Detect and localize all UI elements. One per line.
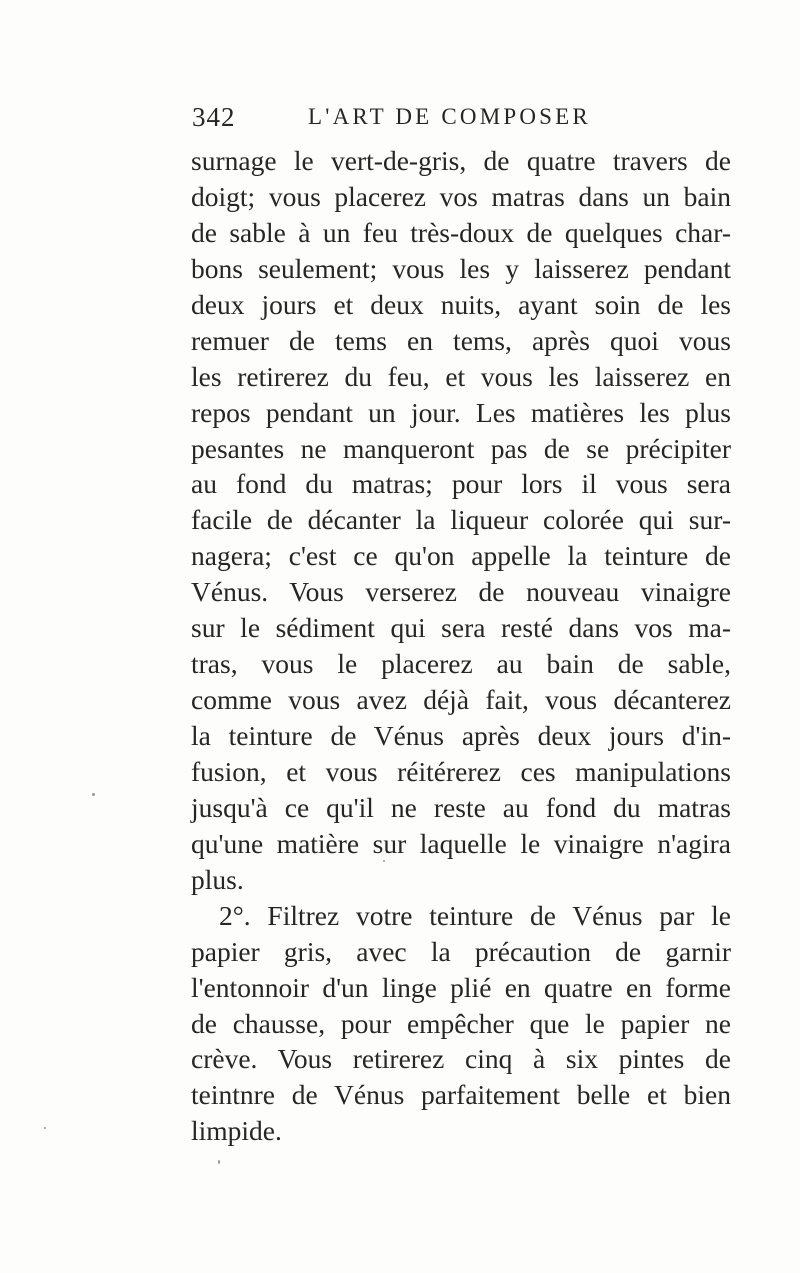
text-line: de chausse, pour empêcher que le papier ne xyxy=(191,1007,731,1039)
running-title: L'ART DE COMPOSER xyxy=(308,104,591,129)
text-line: repos pendant un jour. Les matières les plus xyxy=(191,396,731,428)
text-line: 2°. Filtrez votre teinture de Vénus par le xyxy=(219,899,731,931)
text-line: au fond du matras; pour lors il vous sera xyxy=(191,468,731,500)
text-line: Vénus. Vous verserez de nouveau vinaigre xyxy=(191,576,731,608)
text-line: papier gris, avec la précaution de garnir xyxy=(191,935,731,967)
page-number: 342 xyxy=(192,102,236,132)
text-line: l'entonnoir d'un linge plié en quatre en forme xyxy=(191,971,731,1003)
body-text xyxy=(191,143,731,1149)
text-line: nagera; c'est ce qu'on appelle la teinture de xyxy=(191,540,731,572)
text-line: la teinture de Vénus après deux jours d'in- xyxy=(191,720,731,751)
paper-speck xyxy=(44,1127,46,1129)
text-line: qu'une matière sur laquelle le vinaigre n'agira xyxy=(191,827,731,859)
text-line: pesantes ne manqueront pas de se précipiter xyxy=(191,432,731,464)
text-line: deux jours et deux nuits, ayant soin de les xyxy=(191,288,731,320)
text-line: teintnre de Vénus parfaitement belle et bien xyxy=(191,1079,731,1111)
text-line: remuer de tems en tems, après quoi vous xyxy=(191,324,731,356)
text-line: doigt; vous placerez vos matras dans un bain xyxy=(191,180,731,212)
text-line: sur le sédiment qui sera resté dans vos ma- xyxy=(191,612,731,644)
paper-speck xyxy=(92,793,95,796)
paper-speck xyxy=(218,1160,220,1164)
text-line: comme vous avez déjà fait, vous décanterez xyxy=(191,684,731,716)
text-line: bons seulement; vous les y laisserez pendant xyxy=(191,252,731,284)
text-line: crève. Vous retirerez cinq à six pintes de xyxy=(191,1043,731,1075)
text-line: plus. xyxy=(191,863,244,895)
text-line: facile de décanter la liqueur colorée qui sur- xyxy=(191,504,731,536)
text-line: tras, vous le placerez au bain de sable, xyxy=(191,648,731,680)
text-line: limpide. xyxy=(191,1115,282,1147)
paper-speck xyxy=(383,860,385,862)
text-line: surnage le vert-de-gris, de quatre travers de xyxy=(191,145,731,176)
text-line: jusqu'à ce qu'il ne reste au fond du matras xyxy=(191,791,731,823)
text-line: de sable à un feu très-doux de quelques char- xyxy=(191,216,731,248)
text-line: les retirerez du feu, et vous les laisserez en xyxy=(191,360,731,392)
running-head xyxy=(190,102,730,142)
text-line: fusion, et vous réitérerez ces manipulations xyxy=(191,755,731,787)
